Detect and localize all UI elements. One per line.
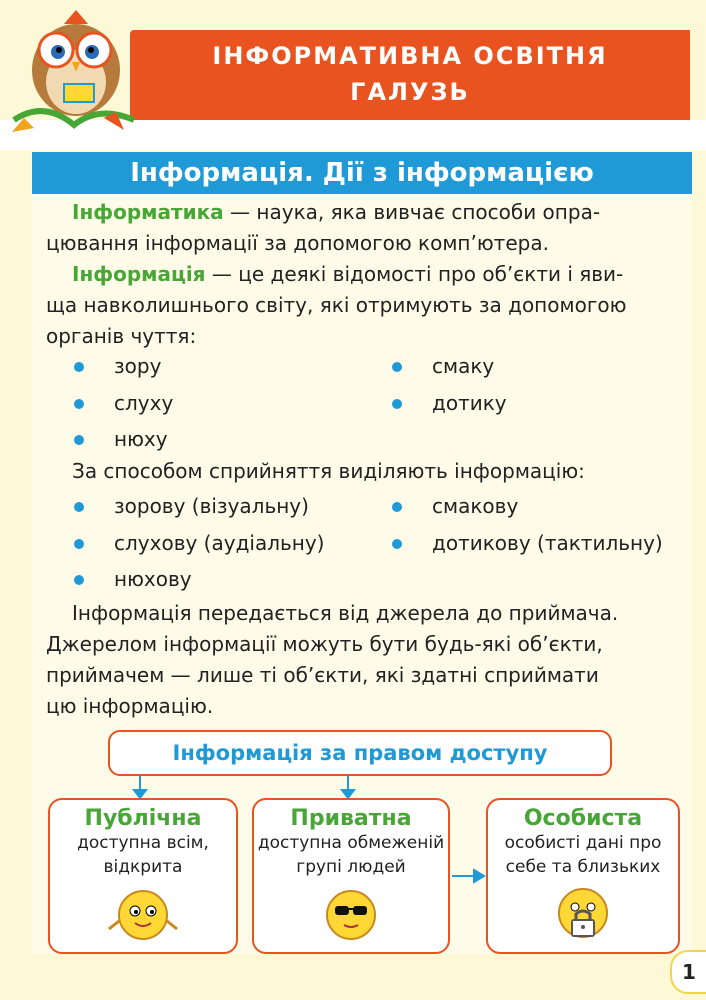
list-item-text: зорову (візуальну) [114,494,309,518]
sunglasses-smiley-icon [311,881,391,945]
smiley-face-icon [103,881,183,945]
page-number: 1 [670,950,706,994]
arrowhead [342,790,354,798]
term-information: Інформація [72,262,206,286]
paragraph-line: органів чуття: [46,324,197,348]
term-informatics: Інформатика [72,200,224,224]
list-item-text: нюху [114,427,168,451]
diagram-root: Інформація за правом доступу [108,730,612,776]
card-title: Особиста [523,806,643,831]
lock-smiley-icon [543,881,623,945]
card-desc: себе та близьких [505,857,661,877]
card-public [48,798,238,954]
page-title-line2: ГАЛУЗЬ [350,78,470,106]
list-item-text: смаку [432,354,495,378]
card-title: Приватна [290,806,412,831]
paragraph-line: приймачем — лише ті об’єкти, які здатні сприймати [46,663,599,687]
card-title: Публічна [84,806,202,831]
section-title: Інформація. Дії з інформацією [130,158,594,188]
paragraph-transfer: Інформація передається від джерела до приймача. [72,601,619,625]
text: — це деякі відомості про об’єкти і яви- [205,262,624,286]
list-item-text: зору [114,354,162,378]
list-item-text: нюхову [114,567,192,591]
paragraph-line: цювання інформації за допомогою комп’ютера. [46,231,549,255]
list-item-text: смакову [432,494,519,518]
paragraph-perception: За способом сприйняття виділяють інформацію: [72,459,585,483]
card-desc: групі людей [296,857,406,877]
arrowhead [474,870,484,882]
card-desc: доступна всім, [77,833,209,853]
card-personal [486,798,680,954]
paragraph-line: цю інформацію. [46,694,214,718]
card-private [252,798,450,954]
arrowhead [134,790,146,798]
card-desc: особисті дані про [504,833,662,853]
text: — наука, яка вивчає способи опра- [223,200,601,224]
list-item-text: слуху [114,391,174,415]
card-desc: відкрита [103,857,183,877]
page-title-line1: ІНФОРМАТИВНА ОСВІТНЯ [212,42,608,70]
list-item-text: дотикову (тактильну) [432,531,663,555]
paragraph-line: Джерелом інформації можуть бути будь-які об’єкти, [46,632,603,656]
list-item-text: слухову (аудіальну) [114,531,325,555]
card-desc: доступна обмеженій [257,833,445,853]
paragraph-line: ща навколишнього світу, які отримують за допомогою [46,293,627,317]
list-item-text: дотику [432,391,507,415]
